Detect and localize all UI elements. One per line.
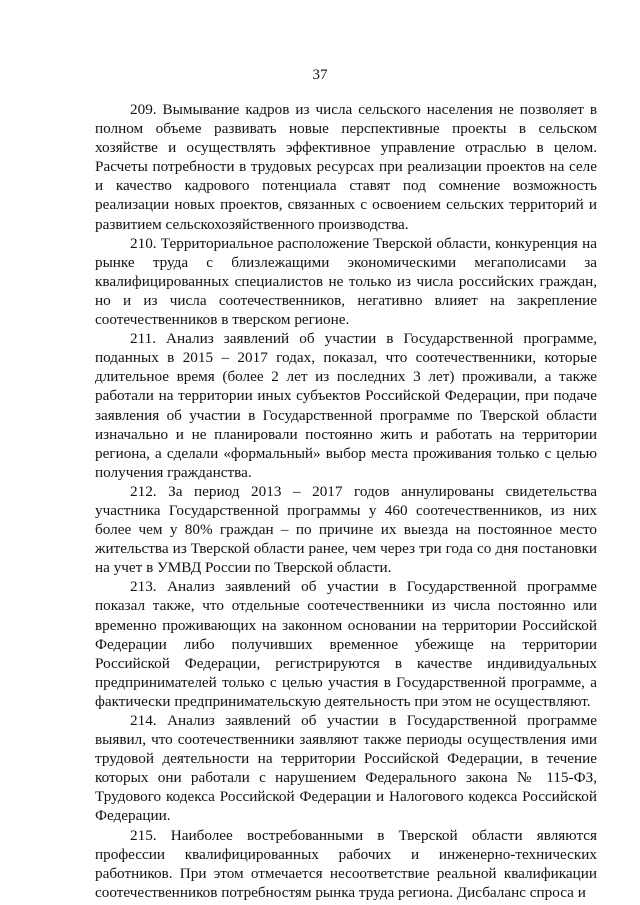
paragraph-211: 211. Анализ заявлений об участии в Государственной программе, поданных в 2015 – 2017 годах, показал, что соотечественники, которые длительное время (более 2 лет из последних 3 лет) проживали, а также работали на территории иных субъектов Российской Федерации, при подаче заявления об участии в Государственной программе по Тверской области изначально и не планировали постоянно жить и работать на территории региона, а сделали «формальный» выбор места проживания только с целью получения гражданства. — [95, 330, 597, 481]
document-body — [95, 100, 597, 902]
paragraph-214: 214. Анализ заявлений об участии в Государственной программе выявил, что соотечественники заявляют также периоды осуществления ими трудовой деятельности на территории Российской Федерации, в течение которых они работали с нарушением Федерального закона № 115-ФЗ, Трудового кодекса Российской Федерации и Налогового кодекса Российской Федерации. — [95, 712, 597, 825]
page-number: 37 — [312, 67, 328, 83]
paragraph-212: 212. За период 2013 – 2017 годов аннулированы свидетельства участника Государственной программы у 460 соотечественников, из них более чем у 80% граждан – по причине их выезда на постоянное место жительства из Тверской области ранее, чем через три года со дня постановки на учет в УМВД России по Тверской области. — [95, 482, 597, 577]
paragraph-210: 210. Территориальное расположение Тверской области, конкуренция на рынке труда с близлежащими экономическими мегаполисами за квалифицированных специалистов не только из числа российских граждан, но и из числа соотечественников, негативно влияет на закрепление соотечественников в тверском регионе. — [95, 234, 597, 329]
paragraph-215: 215. Наиболее востребованными в Тверской области являются профессии квалифицированных рабочих и инженерно-технических работников. При этом отмечается несоответствие реальной квалификации соотечественников потребностям рынка труда региона. Дисбаланс спроса и — [95, 826, 597, 901]
paragraph-213: 213. Анализ заявлений об участии в Государственной программе показал также, что отдельные соотечественники из числа постоянно или временно проживающих на законном основании на территории Российской Федерации либо получивших временное убежище на территории Российской Федерации, регистрируются в качестве индивидуальных предпринимателей только с целью участия в Государственной программе, а фактически предпринимательскую деятельность при этом не осуществляют. — [95, 578, 597, 710]
paragraph-209: 209. Вымывание кадров из числа сельского населения не позволяет в полном объеме развивать новые перспективные проекты в сельском хозяйстве и осуществлять эффективное управление отраслью в целом. Расчеты потребности в трудовых ресурсах при реализации проектов на селе и качество кадрового потенциала ставят под сомнение возможность реализации новых проектов, связанных с освоением сельских территорий и развитием сельскохозяйственного производства. — [95, 101, 597, 233]
